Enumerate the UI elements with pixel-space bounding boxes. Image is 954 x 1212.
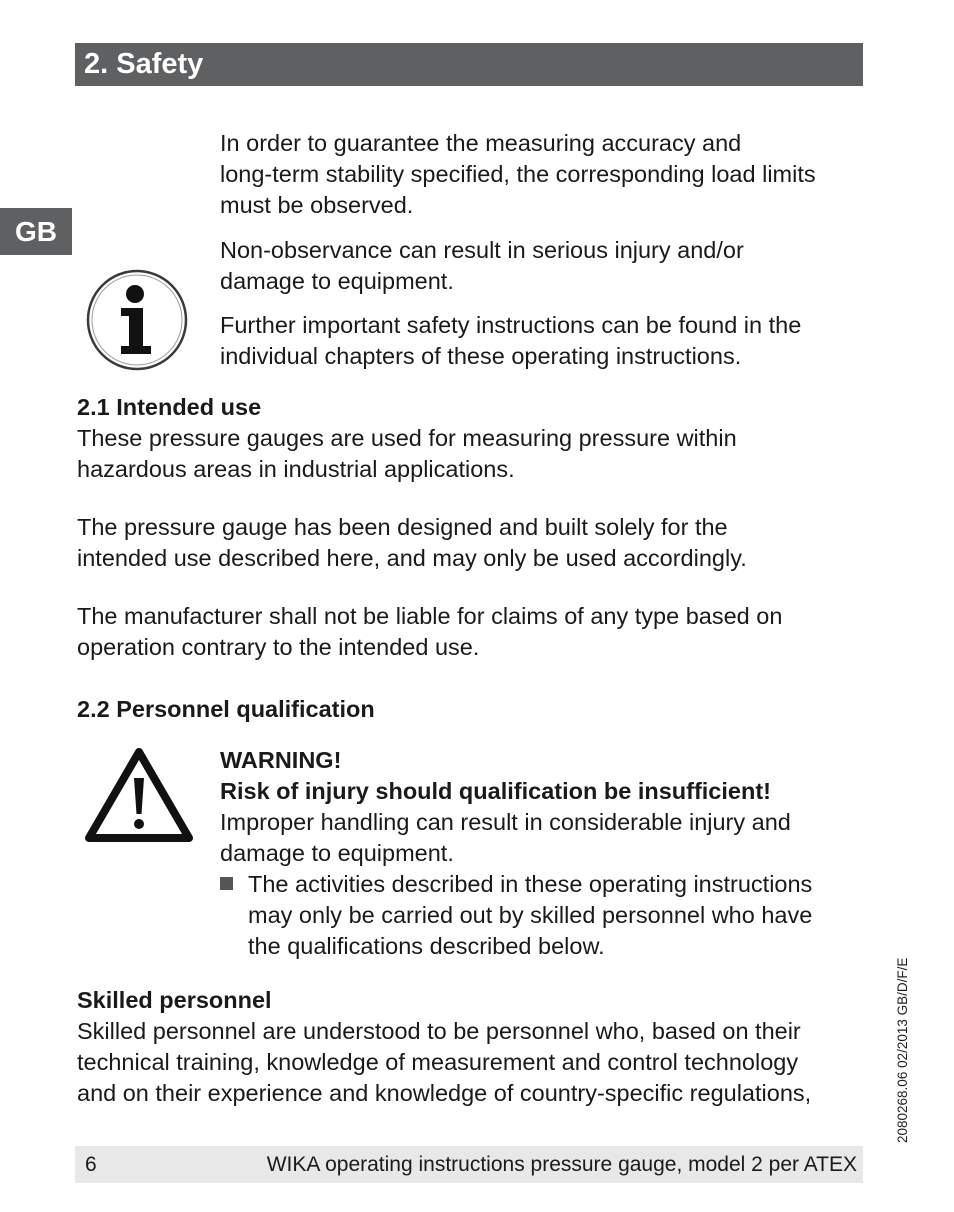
warning-triangle-icon (85, 748, 193, 844)
intro-line: individual chapters of these operating instructions. (220, 343, 742, 369)
section-title: 2. Safety (75, 43, 863, 86)
bullet-square-icon (220, 877, 233, 890)
body-line: and on their experience and knowledge of country-specific regulations, (77, 1080, 812, 1106)
body-line: technical training, knowledge of measurement and control technology (77, 1049, 799, 1075)
body-line: The manufacturer shall not be liable for claims of any type based on (77, 603, 783, 629)
document-code: 2080268.06 02/2013 GB/D/F/E (895, 957, 910, 1143)
footer-title: WIKA operating instructions pressure gauge, model 2 per ATEX (266, 1153, 857, 1176)
warning-line: Improper handling can result in considerable injury and (220, 809, 791, 835)
bullet-line: the qualifications described below. (248, 933, 605, 959)
info-icon (85, 268, 189, 372)
body-line: These pressure gauges are used for measuring pressure within (77, 425, 737, 451)
intro-line: must be observed. (220, 192, 414, 218)
intro-line: damage to equipment. (220, 268, 454, 294)
section-heading-personnel: 2.2 Personnel qualification (77, 696, 375, 722)
warning-title: WARNING! (220, 747, 342, 773)
subheading-skilled-personnel: Skilled personnel (77, 987, 272, 1013)
warning-line: damage to equipment. (220, 840, 454, 866)
intro-line: Non-observance can result in serious injury and/or (220, 237, 744, 263)
intro-line: In order to guarantee the measuring accuracy and (220, 130, 742, 156)
body-line: hazardous areas in industrial applications. (77, 456, 515, 482)
body-line: intended use described here, and may only be used accordingly. (77, 545, 747, 571)
intro-line: Further important safety instructions can be found in the (220, 312, 802, 338)
section-heading-intended-use: 2.1 Intended use (77, 394, 262, 420)
warning-subtitle: Risk of injury should qualification be insufficient! (220, 778, 771, 804)
bullet-line: may only be carried out by skilled personnel who have (248, 902, 813, 928)
language-tab: GB (0, 208, 72, 255)
body-line: operation contrary to the intended use. (77, 634, 480, 660)
body-line: Skilled personnel are understood to be personnel who, based on their (77, 1018, 801, 1044)
body-line: The pressure gauge has been designed and built solely for the (77, 514, 728, 540)
intro-line: long-term stability specified, the corresponding load limits (220, 161, 816, 187)
page-number: 6 (85, 1153, 97, 1176)
bullet-line: The activities described in these operating instructions (248, 871, 813, 897)
